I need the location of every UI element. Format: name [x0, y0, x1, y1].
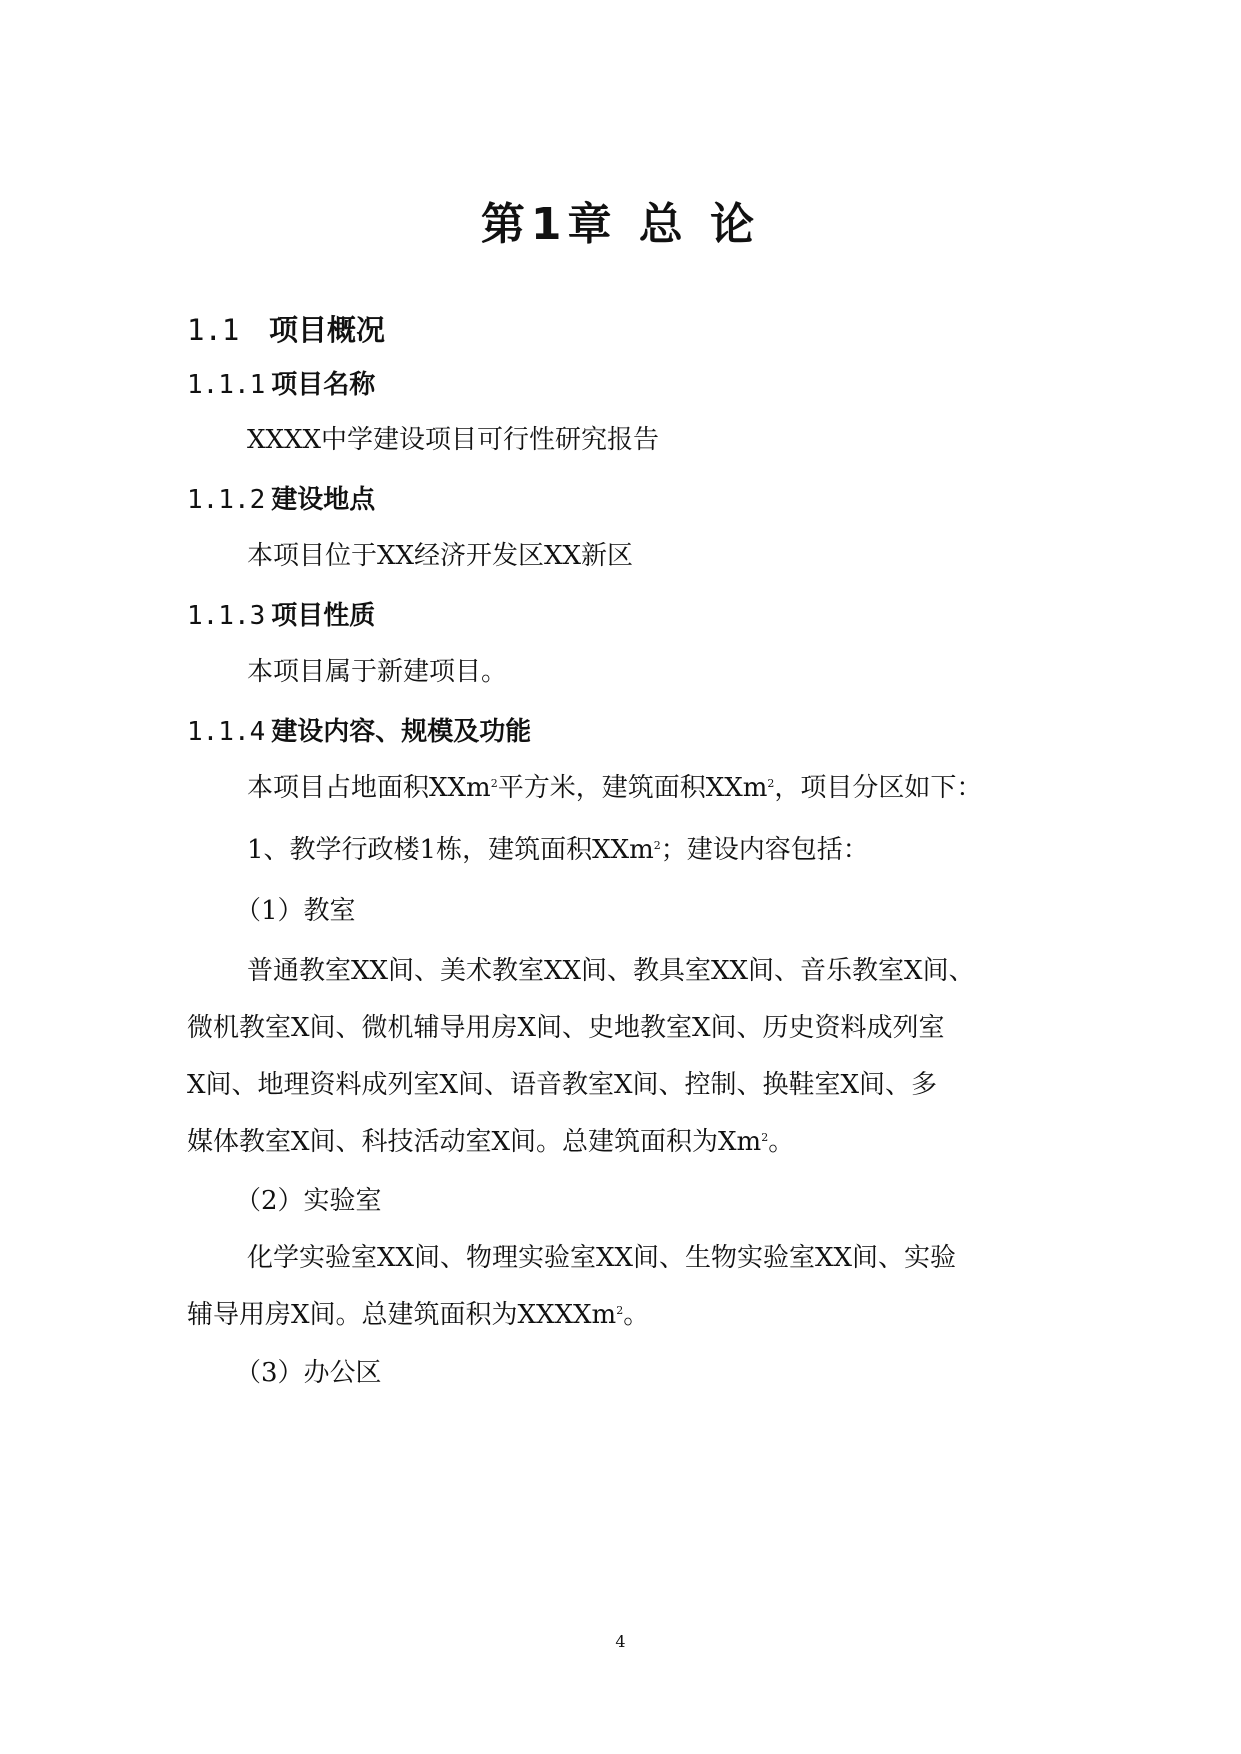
classrooms-line-1: 普通教室XX间、美术教室XX间、教具室XX间、音乐教室X间、	[247, 956, 975, 986]
subsection-number: 1.1.3	[187, 601, 266, 631]
classrooms-line-4-text: 媒体教室X间、科技活动室X间。总建筑面积为Xm	[187, 1127, 762, 1157]
subsection-heading-2	[187, 482, 375, 518]
classrooms-line-4-end: 。	[768, 1127, 795, 1157]
subsection-title: 项目名称	[271, 370, 376, 400]
subsection-title: 建设内容、规模及功能	[271, 717, 532, 747]
area-text-3: ，项目分区如下：	[774, 773, 983, 803]
labs-line-2-text: 辅导用房X间。总建筑面积为XXXXm	[187, 1300, 617, 1330]
labs-line-2-end: 。	[623, 1300, 650, 1330]
subsection-number: 1.1.1	[187, 370, 266, 400]
subitem-classrooms-title: （1）教室	[235, 896, 356, 926]
superscript: 2	[767, 777, 775, 790]
item-1-text-1: 1、教学行政楼1栋，建筑面积XXm	[247, 835, 654, 865]
area-text-2: 平方米，建筑面积XXm	[497, 773, 768, 803]
section-number: 1.1	[187, 313, 240, 347]
subsection-heading-3	[187, 598, 375, 634]
superscript: 2	[616, 1304, 624, 1317]
classrooms-line-3: X间、地理资料成列室X间、语音教室X间、控制、换鞋室X间、多	[187, 1070, 938, 1100]
subsection-title: 建设地点	[271, 485, 376, 515]
superscript: 2	[653, 839, 661, 852]
area-text-1: 本项目占地面积XXm	[247, 773, 491, 803]
section-heading	[187, 310, 385, 350]
subsection-heading-4	[187, 714, 531, 750]
area-paragraph	[247, 770, 982, 806]
classrooms-line-4	[187, 1124, 1067, 1160]
labs-line-1: 化学实验室XX间、物理实验室XX间、生物实验室XX间、实验	[247, 1243, 957, 1273]
subitem-office-title: （3）办公区	[235, 1358, 382, 1388]
nature-text: 本项目属于新建项目。	[247, 657, 508, 687]
subsection-number: 1.1.4	[187, 717, 266, 747]
chapter-title: 第1章 总 论	[480, 199, 761, 250]
subitem-labs-title: （2）实验室	[235, 1186, 382, 1216]
item-1-text-2: ；建设内容包括：	[660, 835, 869, 865]
project-name-text: XXXX中学建设项目可行性研究报告	[247, 425, 660, 455]
superscript: 2	[761, 1131, 769, 1144]
location-text: 本项目位于XX经济开发区XX新区	[247, 541, 634, 571]
classrooms-line-2: 微机教室X间、微机辅导用房X间、史地教室X间、历史资料成列室	[187, 1013, 945, 1043]
subsection-heading-1	[187, 367, 375, 403]
labs-line-2	[187, 1297, 1067, 1333]
page-number: 4	[615, 1632, 626, 1651]
subsection-number: 1.1.2	[187, 485, 266, 515]
item-1-paragraph	[247, 832, 869, 868]
superscript: 2	[490, 777, 498, 790]
subsection-title: 项目性质	[271, 601, 376, 631]
section-title: 项目概况	[269, 313, 386, 347]
